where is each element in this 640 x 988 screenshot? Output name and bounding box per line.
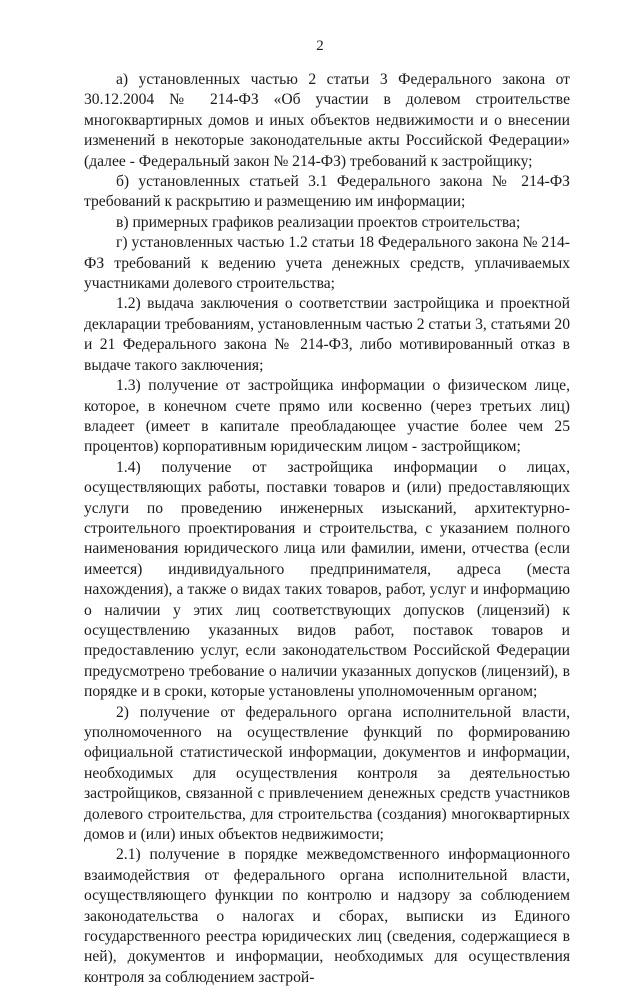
paragraph-g: г) установленных частью 1.2 статьи 18 Федерального закона № 214-ФЗ требований к ведению учета денежных средств, уплачиваемых участниками долевого строительства; [84,234,570,293]
document-body [84,70,570,988]
paragraph-b: б) установленных статьей 3.1 Федерального закона № 214-ФЗ требований к раскрытию и размещению им информации; [84,173,570,211]
paragraph-1-3: 1.3) получение от застройщика информации о физическом лице, которое, в конечном счете прямо или косвенно (через третьих лиц) владеет (имеет в капитале преобладающее участие более чем 25 процентов) корпоративным юридическим лицом - застройщиком; [84,377,570,456]
page-number: 2 [316,38,324,54]
paragraph-2: 2) получение от федерального органа исполнительной власти, уполномоченного на осуществление функций по формированию официальной статистической информации, документов и информации, необходимых для осуществления контроля за деятельностью застройщиков, связанной с привлечением денежных средств участников долевого строительства, для строительства (создания) многоквартирных домов и (или) иных объектов недвижимости; [84,703,570,844]
paragraph-a: а) установленных частью 2 статьи 3 Федерального закона от 30.12.2004 № 214-ФЗ «Об участии в долевом строительстве многоквартирных домов и иных объектов недвижимости и о внесении изменений в некоторые законодательные акты Российской Федерации» (далее - Федеральный закон № 214-ФЗ) требований к застройщику; [84,71,570,170]
paragraph-1-2: 1.2) выдача заключения о соответствии застройщика и проектной декларации требованиям, установленным частью 2 статьи 3, статьями 20 и 21 Федерального закона № 214-ФЗ, либо мотивированный отказ в выдаче такого заключения; [84,295,570,374]
paragraph-v: в) примерных графиков реализации проектов строительства; [116,213,521,231]
paragraph-1-4: 1.4) получение от застройщика информации о лицах, осуществляющих работы, поставки товаров и (или) предоставляющих услуги по проведению инженерных изысканий, архитектурно-строительного проектирования и строительства, с указанием полного наименования юридического лица или фамилии, имени, отчества (если имеется) индивидуального предпринимателя, адреса (места нахождения), а также о видах таких товаров, работ, услуг и информацию о наличии у этих лиц соответствующих допусков (лицензий) к осуществлению указанных видов работ, поставок товаров и предоставлению услуг, если законодательством Российской Федерации предусмотрено требование о наличии указанных допусков (лицензий), в порядке и в сроки, которые установлены уполномоченным органом; [84,458,570,701]
paragraph-2-1: 2.1) получение в порядке межведомственного информационного взаимодействия от федерального органа исполнительной власти, осуществляющего функции по контролю и надзору за соблюдением законодательства о налогах и сборах, выписки из Единого государственного реестра юридических лиц (сведения, содержащиеся в ней), документов и информации, необходимых для осуществления контроля за соблюдением застрой- [84,846,570,986]
